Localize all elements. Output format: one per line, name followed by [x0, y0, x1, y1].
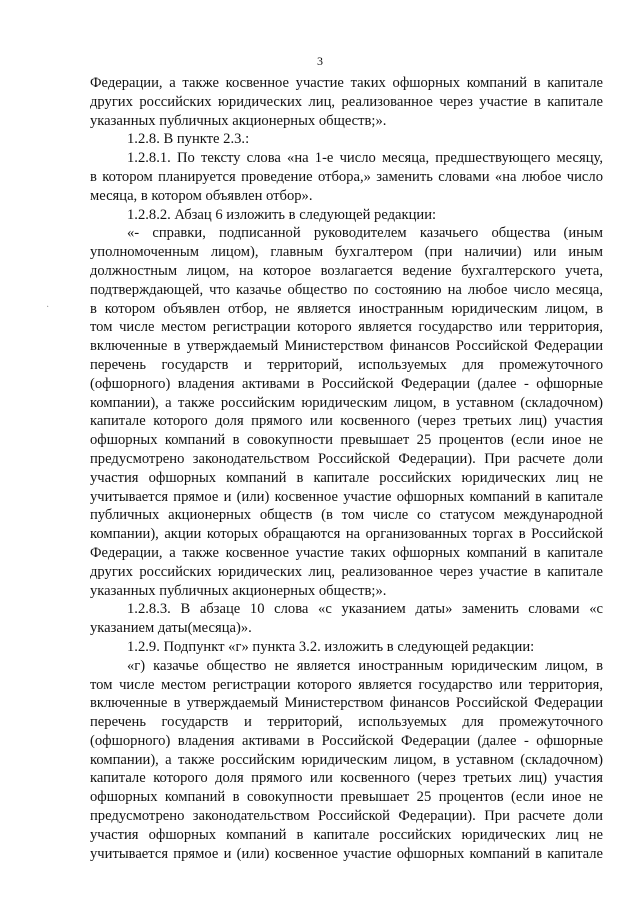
text-line: указанием даты(месяца)».	[90, 620, 252, 637]
text-line: других российских юридических лиц, реализованное через участие в капитале	[90, 93, 603, 110]
text-line: подтверждающей, что казачье общество по состоянию на любое число месяца,	[90, 281, 603, 298]
text-line: перечень государств и территорий, используемых для промежуточного	[90, 356, 603, 373]
text-line: учитывается прямое и (или) косвенное участие офшорных компаний в капитале	[90, 488, 603, 505]
text-line: предусмотрено законодательством Российской Федерации). При расчете доли	[90, 808, 603, 825]
text-line: компании), акции которых обращаются на организованных торгах в Российской	[90, 526, 603, 543]
text-line: компании), а также российским юридическим лицом, в уставном (складочном)	[90, 394, 603, 411]
text-line: том числе местом регистрации которого является государство или территория,	[90, 319, 603, 336]
text-line: офшорных компаний в совокупности превышает 25 процентов (если иное не	[90, 432, 603, 449]
text-line: 1.2.8. В пункте 2.3.:	[127, 131, 250, 148]
text-line: офшорных компаний в совокупности превышает 25 процентов (если иное не	[90, 789, 603, 806]
text-line: месяца, в котором объявлен отбор».	[90, 187, 313, 204]
document-body	[90, 74, 603, 863]
text-line: публичных акционерных обществ (в том числе со статусом международной	[90, 507, 603, 524]
text-line: перечень государств и территорий, используемых для промежуточного	[90, 714, 603, 731]
text-line: должностным лицом, на которое возлагается ведение бухгалтерского учета,	[90, 262, 603, 279]
text-line: указанных публичных акционерных обществ;».	[90, 112, 387, 129]
text-line: участия офшорных компаний в капитале российских юридических лиц не	[90, 826, 603, 843]
text-line: 1.2.8.1. По тексту слова «на 1-е число месяца, предшествующего месяцу,	[127, 150, 603, 167]
text-line: (офшорного) владения активами в Российской Федерации (далее - офшорные	[90, 732, 603, 749]
text-line: (офшорного) владения активами в Российской Федерации (далее - офшорные	[90, 375, 603, 392]
page-number: 3	[317, 54, 323, 68]
text-line: 1.2.8.2. Абзац 6 изложить в следующей редакции:	[127, 206, 437, 223]
text-line: включенные в утверждаемый Министерством финансов Российской Федерации	[90, 338, 603, 355]
text-line: «- справки, подписанной руководителем казачьего общества (иным	[127, 225, 603, 242]
text-line: «г) казачье общество не является иностранным юридическим лицом, в	[127, 657, 603, 674]
text-line: Федерации, а также косвенное участие таких офшорных компаний в капитале	[90, 544, 603, 561]
text-line: 1.2.8.3. В абзаце 10 слова «с указанием даты» заменить словами «с	[127, 601, 603, 618]
text-line: учитывается прямое и (или) косвенное участие офшорных компаний в капитале	[90, 845, 603, 862]
text-line: капитале которого доля прямого или косвенного (через третьих лиц) участия	[90, 413, 603, 430]
text-line: компании), а также российским юридическим лицом, в уставном (складочном)	[90, 751, 603, 768]
text-line: капитале которого доля прямого или косвенного (через третьих лиц) участия	[90, 770, 603, 787]
text-line: Федерации, а также косвенное участие таких офшорных компаний в капитале	[90, 75, 603, 91]
margin-tick-mark: ·	[46, 302, 50, 313]
text-line: уполномоченным лицом), главным бухгалтером (при наличии) или иным	[90, 244, 603, 261]
text-line: других российских юридических лиц, реализованное через участие в капитале	[90, 563, 603, 580]
text-line: участия офшорных компаний в капитале российских юридических лиц не	[90, 469, 603, 486]
text-line: том числе местом регистрации которого является государство или территория,	[90, 676, 603, 693]
text-line: в котором планируется проведение отбора,» заменить словами «на любое число	[90, 168, 603, 185]
text-line: в котором объявлен отбор, не является иностранным юридическим лицом, в	[90, 300, 603, 317]
text-line: предусмотрено законодательством Российской Федерации). При расчете доли	[90, 450, 603, 467]
text-line: включенные в утверждаемый Министерством финансов Российской Федерации	[90, 695, 603, 712]
text-line: указанных публичных акционерных обществ;».	[90, 582, 387, 599]
text-line: 1.2.9. Подпункт «г» пункта 3.2. изложить в следующей редакции:	[127, 638, 535, 655]
